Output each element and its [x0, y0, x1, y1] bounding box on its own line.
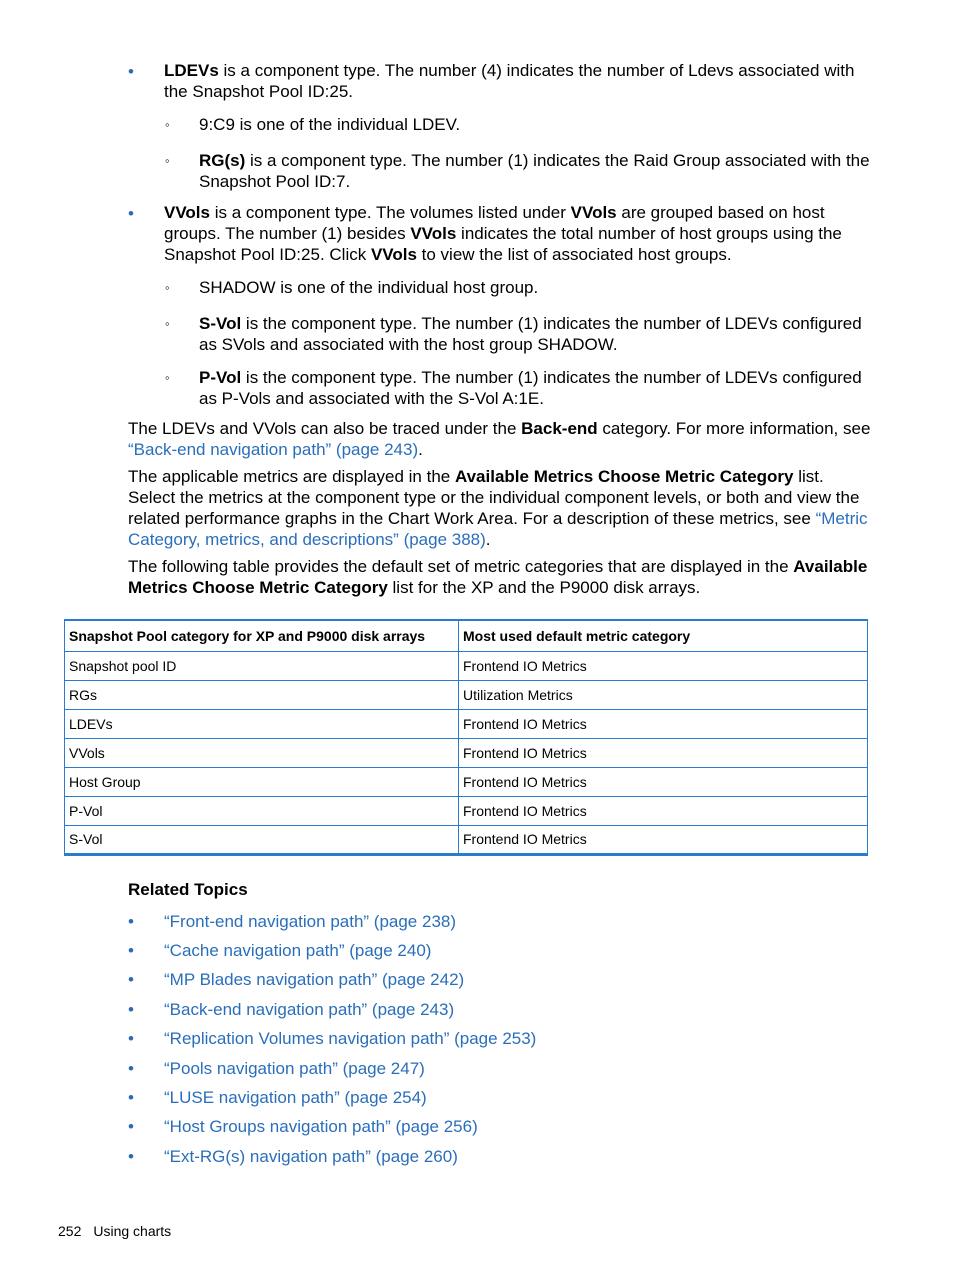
text-span: category. For more information, see — [597, 419, 871, 438]
related-topic-item — [0, 969, 954, 991]
related-link-front-end[interactable]: “Front-end navigation path” (page 238) — [164, 912, 457, 931]
bullet-ldevs-text: is a component type. The number (4) indicates the number of Ldevs associated with the Snapshot Pool ID:25. — [164, 61, 855, 101]
related-topic-item — [0, 1028, 954, 1050]
bullet-marker: • — [128, 1117, 134, 1136]
sub-bullet-text: SHADOW is one of the individual host group. — [199, 278, 539, 297]
related-link-back-end[interactable]: “Back-end navigation path” (page 243) — [164, 1000, 455, 1019]
table-row — [65, 651, 868, 680]
term-svol: S-Vol — [199, 314, 242, 333]
table-header-cell: Most used default metric category — [459, 620, 868, 651]
sub-bullet-text: 9:C9 is one of the individual LDEV. — [199, 115, 461, 134]
related-topic-item — [0, 911, 954, 933]
table-header-row — [65, 620, 868, 651]
table-cell: RGs — [65, 680, 459, 709]
sub-bullet-pvol — [199, 367, 864, 409]
bullet-ldevs — [164, 60, 874, 102]
sub-bullet-marker: ◦ — [165, 370, 170, 385]
bullet-marker: • — [128, 1059, 134, 1078]
table-row — [65, 796, 868, 825]
bullet-marker: • — [128, 970, 134, 989]
related-link-replication-volumes[interactable]: “Replication Volumes navigation path” (page 253) — [164, 1029, 537, 1048]
bullet-marker: • — [128, 941, 134, 960]
text-span: to view the list of associated host groups. — [416, 245, 732, 264]
text-span: The following table provides the default set of metric categories that are displayed in the — [128, 557, 794, 576]
sub-bullet-svol — [199, 313, 864, 355]
table-row — [65, 767, 868, 796]
text-span: is a component type. The volumes listed under — [209, 203, 571, 222]
term-vvols: VVols — [410, 224, 457, 243]
footer-section-title: Using charts — [93, 1223, 172, 1239]
bullet-marker: • — [128, 204, 134, 223]
table-cell: Frontend IO Metrics — [459, 796, 868, 825]
table-row — [65, 825, 868, 854]
related-topic-item — [0, 1058, 954, 1080]
text-span: list. Select the metrics at the component type or the individual component levels, or both and view the related performance graphs in the Chart Work Area. For a description of these metrics, see — [128, 467, 860, 528]
table-cell: Utilization Metrics — [459, 680, 868, 709]
bullet-marker: • — [128, 1088, 134, 1107]
related-link-luse[interactable]: “LUSE navigation path” (page 254) — [164, 1088, 427, 1107]
bullet-marker: • — [128, 62, 134, 81]
link-backend-navigation[interactable]: “Back-end navigation path” (page 243) — [128, 440, 419, 459]
related-topic-item — [0, 1087, 954, 1109]
page-footer — [58, 1222, 171, 1240]
table-cell: Frontend IO Metrics — [459, 767, 868, 796]
term-ldevs: LDEVs — [164, 61, 219, 80]
term-vvols: VVols — [370, 245, 417, 264]
sub-bullet-text: is the component type. The number (1) indicates the number of LDEVs configured as P-Vols and associated with the S-Vol A:1E. — [199, 368, 862, 408]
sub-bullet-marker: ◦ — [165, 153, 170, 168]
sub-bullet-text: is the component type. The number (1) indicates the number of LDEVs configured as SVols and associated with the host group SHADOW. — [199, 314, 862, 354]
sub-bullet-9c9 — [199, 114, 879, 135]
table-cell: LDEVs — [65, 709, 459, 738]
related-topic-item — [0, 1116, 954, 1138]
sub-bullet-text: is a component type. The number (1) indicates the Raid Group associated with the Snapshot Pool ID:7. — [199, 151, 870, 191]
bullet-marker: • — [128, 1029, 134, 1048]
bullet-marker: • — [128, 1000, 134, 1019]
paragraph-backend — [128, 418, 873, 460]
table-cell: Host Group — [65, 767, 459, 796]
table-header-cell: Snapshot Pool category for XP and P9000 disk arrays — [65, 620, 459, 651]
term-available-metrics: Available Metrics Choose Metric Category — [128, 557, 868, 597]
table-row — [65, 709, 868, 738]
sub-bullet-marker: ◦ — [165, 117, 170, 132]
table-cell: S-Vol — [65, 825, 459, 854]
table-cell: Frontend IO Metrics — [459, 651, 868, 680]
sub-bullet-shadow — [199, 277, 879, 298]
bullet-vvols — [164, 202, 874, 265]
paragraph-available-metrics — [128, 466, 873, 550]
text-span: indicates the total number of host groups using the Snapshot Pool ID:25. Click — [164, 224, 842, 264]
paragraph-table-intro — [128, 556, 873, 598]
term-pvol: P-Vol — [199, 368, 242, 387]
term-rgs: RG(s) — [199, 151, 246, 170]
table-cell: Snapshot pool ID — [65, 651, 459, 680]
metric-category-table — [64, 619, 868, 856]
related-topics-heading: Related Topics — [128, 880, 248, 899]
text-span: The LDEVs and VVols can also be traced under the — [128, 419, 522, 438]
related-link-mp-blades[interactable]: “MP Blades navigation path” (page 242) — [164, 970, 465, 989]
term-available-metrics: Available Metrics Choose Metric Category — [454, 467, 794, 486]
bullet-marker: • — [128, 912, 134, 931]
term-vvols: VVols — [570, 203, 617, 222]
bullet-marker: • — [128, 1147, 134, 1166]
related-topic-item — [0, 1146, 954, 1168]
table-row — [65, 680, 868, 709]
related-topic-item — [0, 940, 954, 962]
text-span: list for the XP and the P9000 disk arrays. — [387, 578, 701, 597]
sub-bullet-rgs — [199, 150, 874, 192]
table-row — [65, 738, 868, 767]
page-number: 252 — [58, 1223, 82, 1239]
sub-bullet-marker: ◦ — [165, 280, 170, 295]
sub-bullet-marker: ◦ — [165, 316, 170, 331]
related-link-pools[interactable]: “Pools navigation path” (page 247) — [164, 1059, 425, 1078]
text-span: The applicable metrics are displayed in the — [128, 467, 455, 486]
text-span: are grouped based on host groups. The number (1) besides — [164, 203, 825, 243]
related-topic-item — [0, 999, 954, 1021]
table-cell: VVols — [65, 738, 459, 767]
text-span: . — [485, 530, 491, 549]
term-vvols: VVols — [164, 203, 210, 222]
related-link-cache[interactable]: “Cache navigation path” (page 240) — [164, 941, 432, 960]
link-metric-category[interactable]: “Metric Category, metrics, and descriptions” (page 388) — [128, 509, 868, 549]
table-cell: Frontend IO Metrics — [459, 709, 868, 738]
related-link-ext-rgs[interactable]: “Ext-RG(s) navigation path” (page 260) — [164, 1147, 458, 1166]
table-cell: Frontend IO Metrics — [459, 738, 868, 767]
table-cell: P-Vol — [65, 796, 459, 825]
table-cell: Frontend IO Metrics — [459, 825, 868, 854]
term-backend: Back-end — [521, 419, 598, 438]
text-span: . — [418, 440, 423, 459]
related-link-host-groups[interactable]: “Host Groups navigation path” (page 256) — [164, 1117, 478, 1136]
